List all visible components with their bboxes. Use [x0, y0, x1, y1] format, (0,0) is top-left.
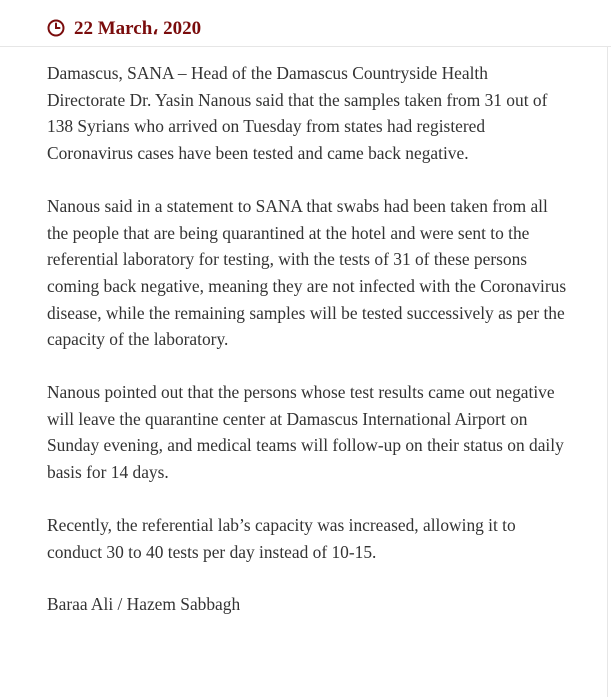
- article-paragraph-1: Damascus, SANA – Head of the Damascus Countryside Health Directorate Dr. Yasin Nanous said that the samples taken from 31 out of 138 Syrians who arrived on Tuesday from states had registered Coronavirus cases have been tested and came back negative.: [47, 63, 548, 164]
- article-byline: Baraa Ali / Hazem Sabbagh: [47, 594, 241, 615]
- article-date: [47, 15, 201, 41]
- article-paragraph-4: Recently, the referential lab’s capacity was increased, allowing it to conduct 30 to 40 tests per day instead of 10-15.: [47, 514, 516, 562]
- article-paragraph-3: Nanous pointed out that the persons whose test results came out negative will leave the quarantine center at Damascus International Airport on Sunday evening, and medical teams will follow-up on their status on daily basis for 14 days.: [47, 382, 564, 483]
- article-paragraph-2: Nanous said in a statement to SANA that swabs had been taken from all the people that are being quarantined at the hotel and were sent to the referential laboratory for testing, with the tests of 31 of these persons coming back negative, meaning they are not infected with the Coronavirus disease, while the remaining samples will be tested successively as per the capacity of the laboratory.: [47, 195, 567, 350]
- article-body: [47, 60, 567, 644]
- clock-icon: [47, 19, 65, 37]
- article-date-text: 22 March، 2020: [74, 17, 202, 39]
